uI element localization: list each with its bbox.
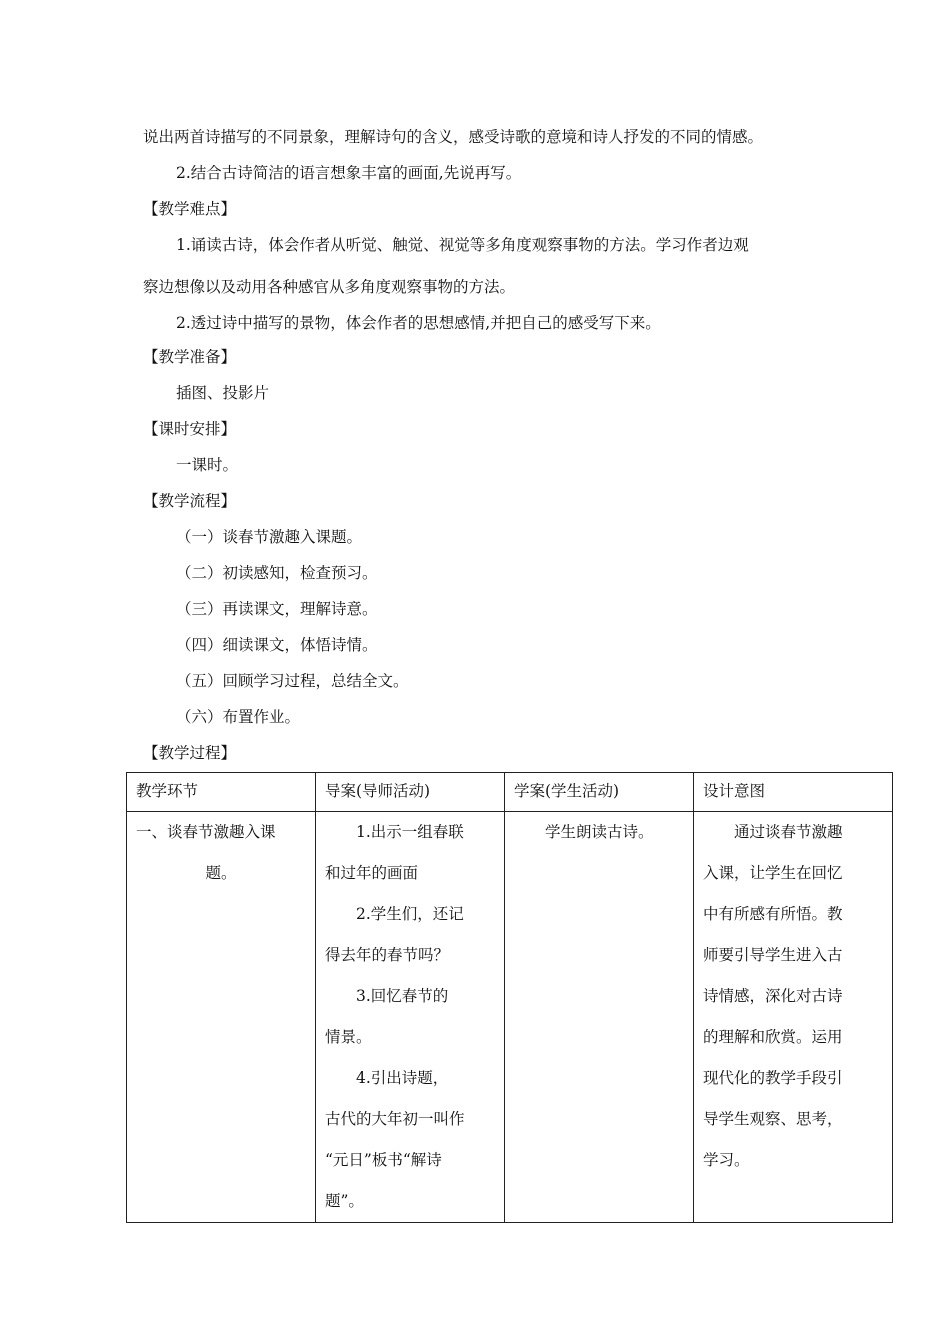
- teacher-text: 情景。: [325, 1028, 372, 1046]
- stage-cell: [127, 812, 316, 1223]
- design-intent-cell: [694, 812, 893, 1223]
- table-row: [127, 812, 893, 1223]
- flow-step: （二）初读感知，检查预习。: [176, 564, 378, 582]
- teacher-text: 3.回忆春节的: [356, 987, 449, 1005]
- table-header-row: [127, 773, 893, 812]
- preparation-text: 插图、投影片: [176, 384, 270, 402]
- flow-step: （三）再读课文，理解诗意。: [176, 600, 378, 618]
- flow-step: （一）谈春节激趣入课题。: [176, 528, 363, 546]
- intro-line-2: 2.结合古诗简洁的语言想象丰富的画面,先说再写。: [176, 164, 522, 182]
- teacher-text: 1.出示一组春联: [356, 823, 464, 841]
- teacher-text: “元日”板书“解诗: [325, 1151, 442, 1169]
- column-header-stage: 教学环节: [127, 773, 316, 812]
- stage-text: 一、谈春节激趣入课: [136, 823, 276, 841]
- intent-text: 学习。: [703, 1151, 750, 1169]
- teacher-text: 2.学生们，还记: [356, 905, 464, 923]
- intent-text: 入课，让学生在回忆: [703, 864, 843, 882]
- schedule-text: 一课时。: [176, 456, 239, 474]
- teacher-activity-cell: [316, 812, 505, 1223]
- intent-text: 通过谈春节激趣: [734, 823, 843, 841]
- process-heading: 【教学过程】: [143, 744, 237, 762]
- teacher-text: 古代的大年初一叫作: [325, 1110, 465, 1128]
- teacher-text: 得去年的春节吗？: [325, 946, 450, 964]
- teacher-text: 4.引出诗题，: [356, 1069, 449, 1087]
- column-header-student: 学案(学生活动): [505, 773, 694, 812]
- teacher-text: 题”。: [325, 1192, 364, 1210]
- intro-line-1: 说出两首诗描写的不同景象，理解诗句的含义，感受诗歌的意境和诗人抒发的不同的情感。: [143, 128, 764, 146]
- flow-heading: 【教学流程】: [143, 492, 237, 510]
- intent-text: 导学生观察、思考，: [703, 1110, 843, 1128]
- teacher-text: 和过年的画面: [325, 864, 419, 882]
- intent-text: 现代化的教学手段引: [703, 1069, 843, 1087]
- student-text: 学生朗读古诗。: [545, 823, 654, 841]
- intent-text: 师要引导学生进入古: [703, 946, 843, 964]
- difficulty-point-2: 2.透过诗中描写的景物，体会作者的思想感情,并把自己的感受写下来。: [176, 314, 661, 332]
- intent-text: 诗情感，深化对古诗: [703, 987, 843, 1005]
- flow-step: （五）回顾学习过程，总结全文。: [176, 672, 409, 690]
- difficulty-point-1-line-1: 1.诵读古诗，体会作者从听觉、触觉、视觉等多角度观察事物的方法。学习作者边观: [176, 236, 749, 254]
- intent-text: 中有所感有所悟。教: [703, 905, 843, 923]
- difficulty-heading: 【教学难点】: [143, 200, 237, 218]
- difficulty-point-1-line-2: 察边想像以及动用各种感官从多角度观察事物的方法。: [143, 278, 516, 296]
- column-header-teacher: 导案(导师活动): [316, 773, 505, 812]
- schedule-heading: 【课时安排】: [143, 420, 237, 438]
- flow-step: （六）布置作业。: [176, 708, 301, 726]
- student-activity-cell: [505, 812, 694, 1223]
- intent-text: 的理解和欣赏。运用: [703, 1028, 843, 1046]
- flow-step: （四）细读课文，体悟诗情。: [176, 636, 378, 654]
- column-header-intent: 设计意图: [694, 773, 893, 812]
- stage-text: 题。: [205, 864, 237, 882]
- teaching-process-table: [126, 772, 893, 1223]
- preparation-heading: 【教学准备】: [143, 348, 237, 366]
